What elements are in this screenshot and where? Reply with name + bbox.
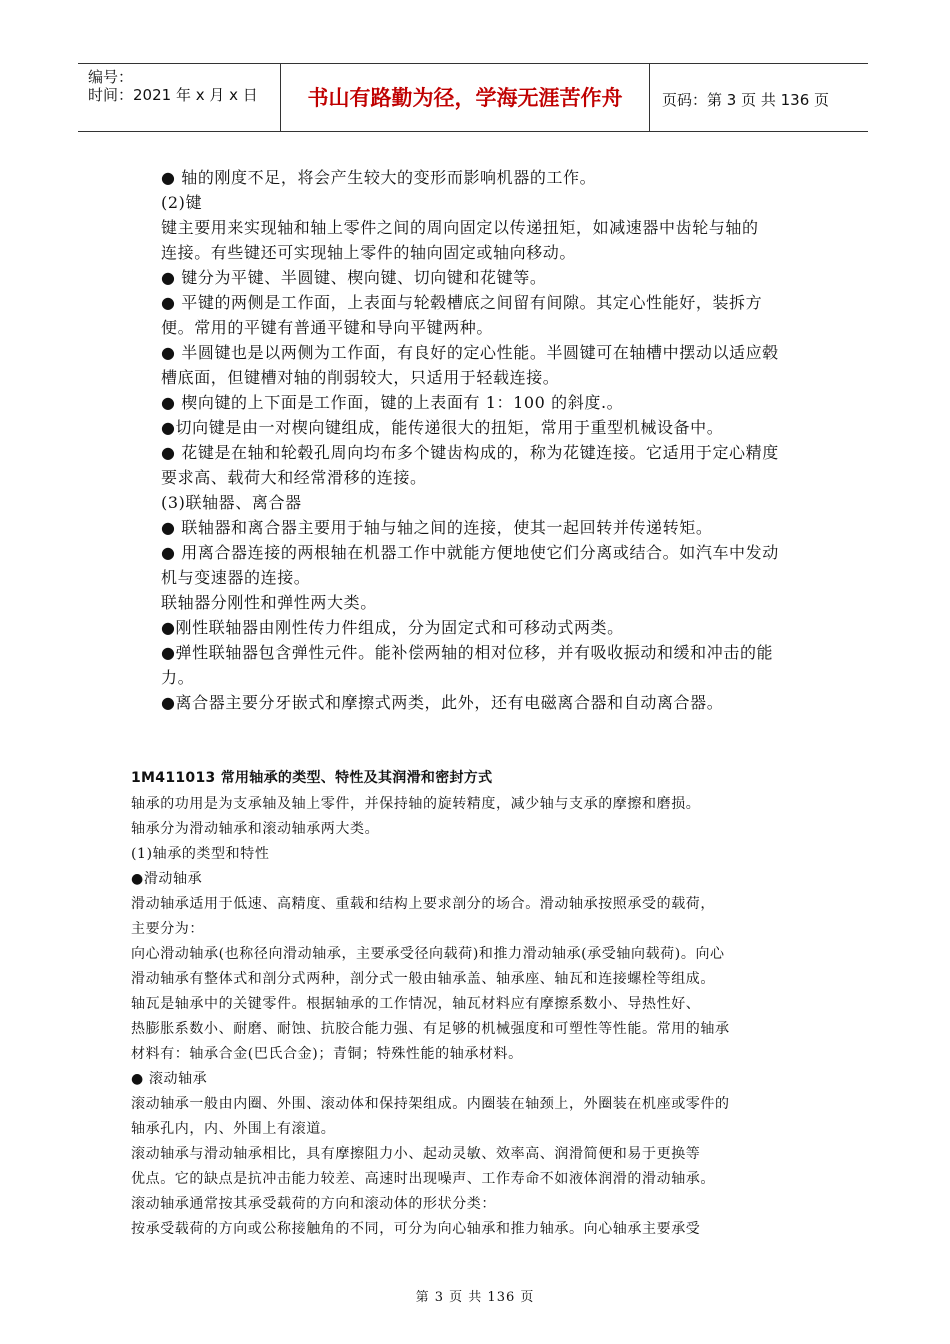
text-line: 轴瓦是轴承中的关键零件。根据轴承的工作情况，轴瓦材料应有摩擦系数小、导热性好、 bbox=[131, 996, 701, 1012]
text-line: (2)键 bbox=[161, 193, 203, 212]
text-line: 滑动轴承有整体式和剖分式两种，剖分式一般由轴承盖、轴承座、轴瓦和连接螺栓等组成。 bbox=[131, 971, 715, 987]
text-line: 主要分为： bbox=[131, 921, 204, 937]
text-line: 机与变速器的连接。 bbox=[161, 568, 311, 587]
text-line: ● 楔向键的上下面是工作面，键的上表面有 1：100 的斜度.。 bbox=[161, 393, 624, 412]
text-line: 轴承孔内，内、外围上有滚道。 bbox=[131, 1121, 336, 1137]
text-line: ● 用离合器连接的两根轴在机器工作中就能方便地使它们分离或结合。如汽车中发动 bbox=[161, 543, 779, 562]
text-line: 滚动轴承通常按其承受载荷的方向和滚动体的形状分类： bbox=[131, 1196, 496, 1212]
text-line: ●滑动轴承 bbox=[131, 871, 203, 887]
section-title: 1M411013 常用轴承的类型、特性及其润滑和密封方式 bbox=[131, 770, 493, 786]
text-line: 滚动轴承与滑动轴承相比，具有摩擦阻力小、起动灵敏、效率高、润滑简便和易于更换等 bbox=[131, 1146, 701, 1162]
text-line: (1)轴承的类型和特性 bbox=[131, 846, 270, 862]
text-line: ● 联轴器和离合器主要用于轴与轴之间的连接，使其一起回转并传递转矩。 bbox=[161, 518, 713, 537]
text-line: 滚动轴承一般由内圈、外围、滚动体和保持架组成。内圈装在轴颈上，外圈装在机座或零件的 bbox=[131, 1096, 730, 1112]
text-line: 优点。它的缺点是抗冲击能力较差、高速时出现噪声、工作寿命不如液体润滑的滑动轴承。 bbox=[131, 1171, 715, 1187]
text-line: 轴承的功用是为支承轴及轴上零件，并保持轴的旋转精度，减少轴与支承的摩擦和磨损。 bbox=[131, 796, 701, 812]
text-line: ● 滚动轴承 bbox=[131, 1071, 208, 1087]
text-line: 滑动轴承适用于低速、高精度、重载和结构上要求剖分的场合。滑动轴承按照承受的载荷， bbox=[131, 896, 715, 912]
motto: 书山有路勤为径，学海无涯苦作舟 bbox=[307, 86, 623, 110]
header-info-cell bbox=[78, 64, 281, 131]
header-page-cell bbox=[650, 64, 868, 131]
text-line: (3)联轴器、离合器 bbox=[161, 493, 302, 512]
text-line: ● 半圆键也是以两侧为工作面，有良好的定心性能。半圆键可在轴槽中摆动以适应毂 bbox=[161, 343, 779, 362]
text-line: 力。 bbox=[161, 668, 195, 687]
number-label: 编号： bbox=[88, 68, 134, 86]
header-motto-cell bbox=[281, 64, 650, 131]
text-line: 键主要用来实现轴和轴上零件之间的周向固定以传递扭矩，如减速器中齿轮与轴的 bbox=[161, 218, 759, 237]
text-line: ● 平键的两侧是工作面，上表面与轮毂槽底之间留有间隙。其定心性能好，装拆方 bbox=[161, 293, 763, 312]
text-line: ● 花键是在轴和轮毂孔周向均布多个键齿构成的，称为花键连接。它适用于定心精度 bbox=[161, 443, 779, 462]
page-header bbox=[78, 63, 868, 132]
text-line: 要求高、载荷大和经常滑移的连接。 bbox=[161, 468, 427, 487]
page-footer: 第 3 页 共 136 页 bbox=[415, 1290, 535, 1305]
text-line: ●离合器主要分牙嵌式和摩擦式两类，此外，还有电磁离合器和自动离合器。 bbox=[161, 693, 724, 712]
text-line: 向心滑动轴承(也称径向滑动轴承，主要承受径向载荷)和推力滑动轴承(承受轴向载荷)。向心 bbox=[131, 946, 725, 962]
text-line: ● 键分为平键、半圆键、楔向键、切向键和花键等。 bbox=[161, 268, 547, 287]
text-line: 热膨胀系数小、耐磨、耐蚀、抗胶合能力强、有足够的机械强度和可塑性等性能。常用的轴承 bbox=[131, 1021, 730, 1037]
text-line: 轴承分为滑动轴承和滚动轴承两大类。 bbox=[131, 821, 380, 837]
text-line: ●刚性联轴器由刚性传力件组成，分为固定式和可移动式两类。 bbox=[161, 618, 624, 637]
text-line: 槽底面，但键槽对轴的削弱较大，只适用于轻载连接。 bbox=[161, 368, 560, 387]
text-line: ●弹性联轴器包含弹性元件。能补偿两轴的相对位移，并有吸收振动和缓和冲击的能 bbox=[161, 643, 774, 662]
date-label: 时间：2021 年 x 月 x 日 bbox=[88, 86, 258, 104]
text-line: 材料有：轴承合金(巴氏合金)；青铜；特殊性能的轴承材料。 bbox=[131, 1046, 523, 1062]
text-line: 联轴器分刚性和弹性两大类。 bbox=[161, 593, 377, 612]
text-line: ● 轴的刚度不足，将会产生较大的变形而影响机器的工作。 bbox=[161, 168, 597, 187]
text-line: ●切向键是由一对楔向键组成，能传递很大的扭矩，常用于重型机械设备中。 bbox=[161, 418, 724, 437]
text-line: 连接。有些键还可实现轴上零件的轴向固定或轴向移动。 bbox=[161, 243, 577, 262]
text-line: 便。常用的平键有普通平键和导向平键两种。 bbox=[161, 318, 494, 337]
text-line: 按承受载荷的方向或公称接触角的不同，可分为向心轴承和推力轴承。向心轴承主要承受 bbox=[131, 1221, 701, 1237]
page-code: 页码：第 3 页 共 136 页 bbox=[662, 91, 830, 109]
